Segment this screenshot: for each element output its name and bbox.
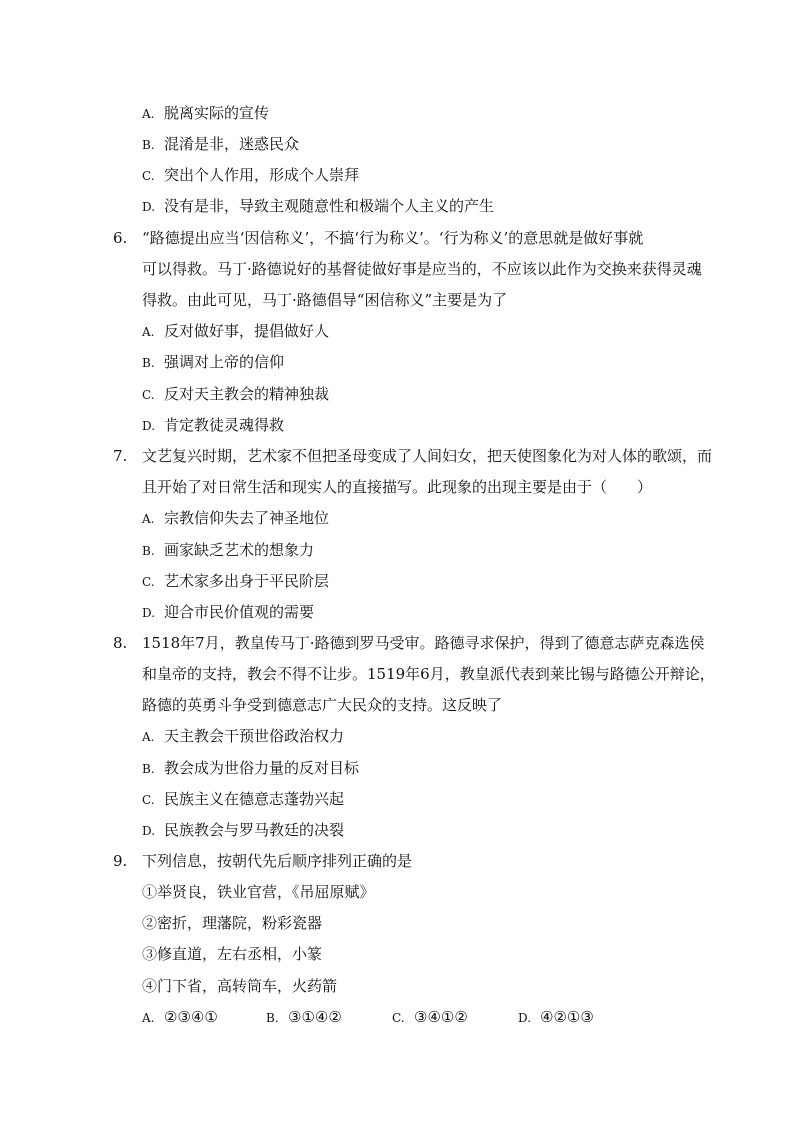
question-7-line-1: 文艺复兴时期，艺术家不但把圣母变成了人间妇女，把天使图象化为对人体的歌颂，而: [142, 447, 713, 465]
option-b: B. 混淆是非，迷惑民众: [142, 135, 300, 153]
question-8-option-b: B. 教会成为世俗力量的反对目标: [142, 759, 360, 777]
question-9-item-2: ②密折，理藩院，粉彩瓷器: [142, 914, 323, 932]
question-9-number: 9.: [113, 852, 128, 870]
question-6-option-d: D. 肯定教徒灵魂得救: [142, 416, 285, 434]
question-8-number: 8.: [113, 634, 128, 652]
question-7-option-b: B. 画家缺乏艺术的想象力: [142, 541, 315, 559]
option-a: A. 脱离实际的宣传: [142, 104, 270, 122]
question-9-option-c: C. ③④①②: [392, 1008, 468, 1026]
question-8-line-3: 路德的英勇斗争受到德意志广大民众的支持。这反映了: [142, 696, 503, 714]
question-7-line-2: 且开始了对日常生活和现实人的直接描写。此现象的出现主要是由于（ ）: [142, 478, 653, 496]
question-6-option-c: C. 反对天主教会的精神独裁: [142, 385, 330, 403]
question-8-option-a: A. 天主教会干预世俗政治权力: [142, 727, 345, 745]
question-6-option-b: B. 强调对上帝的信仰: [142, 353, 285, 371]
question-8-option-d: D. 民族教会与罗马教廷的决裂: [142, 821, 345, 839]
question-6-line-3: 得救。由此可见，马丁·路德倡导“困信称义”主要是为了: [142, 291, 508, 309]
question-8-option-c: C. 民族主义在德意志蓬勃兴起: [142, 790, 345, 808]
question-6-number: 6.: [113, 229, 128, 247]
question-9-item-1: ①举贤良，铁业官营，《吊屈原赋》: [142, 883, 375, 901]
question-9-option-b: B. ③①④②: [266, 1008, 342, 1026]
question-9-option-d: D. ④②①③: [518, 1008, 594, 1026]
question-7-option-d: D. 迎合市民价值观的需要: [142, 603, 315, 621]
question-7-option-a: A. 宗教信仰失去了神圣地位: [142, 509, 330, 527]
question-6-line-2: 可以得救。马丁·路德说好的基督徒做好事是应当的，不应该以此作为交换来获得灵魂: [142, 260, 702, 278]
question-9-line-1: 下列信息，按朝代先后顺序排列正确的是: [142, 852, 413, 870]
question-9-item-4: ④门下省，高转筒车，火药箭: [142, 977, 338, 995]
question-9-item-3: ③修直道，左右丞相，小篆: [142, 945, 323, 963]
question-7-number: 7.: [113, 447, 128, 465]
question-6-line-1: “路德提出应当‘因信称义’，不搞‘行为称义’。‘行为称义’的意思就是做好事就: [142, 229, 644, 247]
option-d: D. 没有是非，导致主观随意性和极端个人主义的产生: [142, 197, 495, 215]
question-6-option-a: A. 反对做好事，提倡做好人: [142, 322, 330, 340]
question-9-option-a: A. ②③④①: [142, 1008, 218, 1026]
option-c: C. 突出个人作用，形成个人崇拜: [142, 166, 360, 184]
question-7-option-c: C. 艺术家多出身于平民阶层: [142, 572, 330, 590]
question-8-line-1: 1518年7月，教皇传马丁·路德到罗马受审。路德寻求保护，得到了德意志萨克森选侯: [142, 634, 705, 652]
question-8-line-2: 和皇帝的支持，教会不得不让步。1519年6月，教皇派代表到莱比锡与路德公开辩论，: [142, 665, 715, 683]
